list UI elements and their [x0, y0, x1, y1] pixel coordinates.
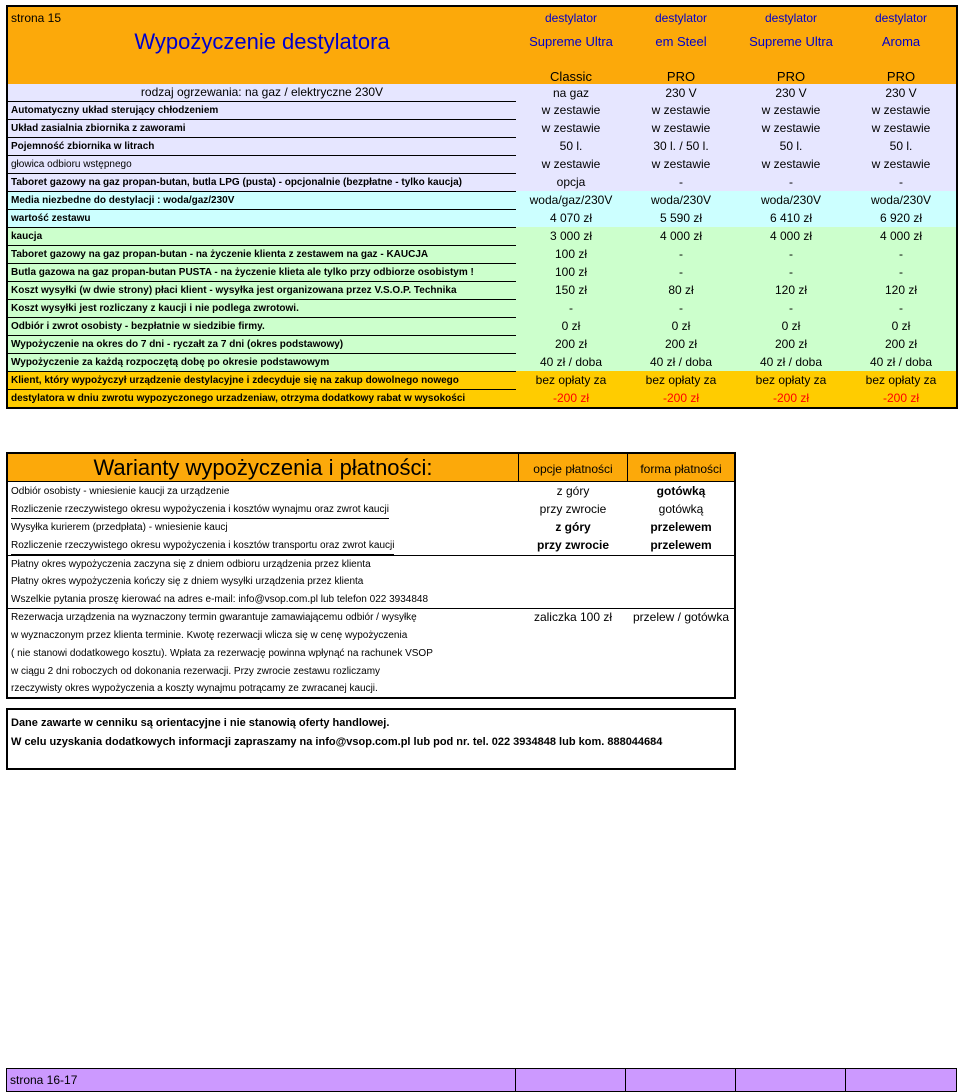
row-heating [7, 84, 957, 101]
row-value: 50 l. [779, 139, 803, 153]
row-label: kaucja [7, 227, 516, 245]
row-label: Koszt wysyłki (w dwie strony) płaci klient - wysyłka jest organizowana przez V.S.O.P. Technika [7, 281, 516, 299]
row-value: na gaz [552, 85, 590, 100]
row-value: woda/230V [650, 193, 712, 207]
footer-cell [516, 1069, 626, 1092]
row-label: destylatora w dniu zwrotu wypozyczonego urzadzeniaw, otrzyma dodatkowy rabat w wysokości [7, 389, 516, 408]
variant-text: Płatny okres wypożyczenia kończy się z dniem wysyłki urządzenia przez klienta [11, 576, 364, 587]
variant-option: przy zwrocie [539, 502, 607, 516]
row-value: w zestawie [871, 157, 931, 171]
row-value: 50 l. [559, 139, 583, 153]
row-label: Klient, który wypożyczył urządzenie destylacyjne i zdecyduje się na zakup dowolnego nowego [7, 371, 516, 389]
col-1-line3: Classic [550, 69, 592, 84]
row-value: w zestawie [651, 157, 711, 171]
row-value: 200 zł [664, 337, 698, 351]
row-value: 0 zł [561, 319, 581, 333]
row-feed [7, 119, 957, 137]
row-value: w zestawie [541, 103, 601, 117]
col-3-line3: PRO [776, 69, 806, 84]
row-value: bez opłaty za [755, 373, 827, 387]
discount-value: -200 zł [552, 391, 590, 405]
row-value: 200 zł [884, 337, 918, 351]
variant-form: przelew / gotówka [632, 610, 730, 624]
row-value: w zestawie [541, 157, 601, 171]
discount-value: -200 zł [882, 391, 920, 405]
row-value: 6 920 zł [879, 211, 923, 225]
variant-form: gotówką [656, 484, 706, 498]
variant-form: gotówką [658, 502, 704, 516]
variant-row [8, 645, 734, 662]
row-value: 0 zł [671, 319, 691, 333]
col-4-line1: destylator [874, 10, 928, 25]
row-value: 6 410 zł [769, 211, 813, 225]
row-value: 4 000 zł [879, 229, 923, 243]
row-value: 0 zł [891, 319, 911, 333]
variant-text: ( nie stanowi dodatkowego kosztu). Wpłata za rezerwację powinna wpłynąć na rachunek VSOP [11, 648, 433, 659]
variant-row [8, 680, 734, 697]
row-value: - [789, 265, 793, 279]
row-value: - [899, 301, 903, 315]
row-value: bez opłaty za [535, 373, 607, 387]
row-value: - [569, 301, 573, 315]
row-deposit [7, 227, 957, 245]
col-2-line2: em Steel [655, 34, 707, 49]
row-value: 100 zł [554, 247, 588, 261]
row-value: 40 zł / doba [649, 355, 713, 369]
variant-row [8, 519, 734, 536]
row-value: 230 V [775, 85, 807, 100]
row-value: - [789, 301, 793, 315]
row-capacity [7, 137, 957, 155]
variant-option: zaliczka 100 zł [533, 610, 613, 624]
variant-text: Wszelkie pytania proszę kierować na adres e-mail: info@vsop.com.pl lub telefon 022 3934848 [11, 594, 429, 605]
row-value: woda/gaz/230V [529, 193, 613, 207]
row-value: w zestawie [761, 121, 821, 135]
row-label: Taboret gazowy na gaz propan-butan, butla LPG (pusta) - opcjonalnie (bezpłatne - tylko kaucja) [7, 173, 516, 191]
row-value: 0 zł [781, 319, 801, 333]
footer-page-label: strona 16-17 [7, 1069, 516, 1092]
row-value: 5 590 zł [659, 211, 703, 225]
header-row-3 [7, 55, 957, 84]
row-media [7, 191, 957, 209]
footer-cell [626, 1069, 736, 1092]
row-value: bez opłaty za [865, 373, 937, 387]
row-per-day [7, 353, 957, 371]
discount-value: -200 zł [662, 391, 700, 405]
row-label: Wypożyczenie za każdą rozpoczętą dobę po okresie podstawowym [7, 353, 516, 371]
payment-options-header: opcje płatności [519, 454, 628, 482]
row-value: - [899, 265, 903, 279]
variant-row [8, 591, 734, 609]
row-value: 150 zł [554, 283, 588, 297]
variant-text: Rozliczenie rzeczywistego okresu wypożyczenia i kosztów transportu oraz zwrot kaucji [11, 537, 394, 555]
page-label: strona 15 [11, 10, 62, 25]
variant-text: Płatny okres wypożyczenia zaczyna się z dniem odbioru urządzenia przez klienta [11, 559, 371, 570]
row-value: w zestawie [761, 103, 821, 117]
variant-text: Rozliczenie rzeczywistego okresu wypożyczenia i kosztów wynajmu oraz zwrot kaucji [11, 501, 389, 519]
row-value: w zestawie [541, 121, 601, 135]
variant-row [8, 501, 734, 518]
variant-option: przy zwrocie [536, 538, 610, 552]
row-value: 100 zł [554, 265, 588, 279]
row-value: 80 zł [668, 283, 694, 297]
row-label: wartość zestawu [7, 209, 516, 227]
variant-row [8, 573, 734, 590]
row-value: 230 V [885, 85, 917, 100]
row-value: w zestawie [651, 121, 711, 135]
variant-text: Rezerwacja urządzenia na wyznaczony termin gwarantuje zamawiającemu odbiór / wysyłkę [11, 612, 417, 623]
row-label: Taboret gazowy na gaz propan-butan - na życzenie klienta z zestawem na gaz - KAUCJA [7, 245, 516, 263]
row-label: Pojemność zbiornika w litrach [7, 137, 516, 155]
row-value: w zestawie [871, 103, 931, 117]
variant-row [8, 663, 734, 680]
row-value: 4 000 zł [659, 229, 703, 243]
row-value: w zestawie [761, 157, 821, 171]
row-value: 40 zł / doba [869, 355, 933, 369]
row-value: - [679, 247, 683, 261]
note-disclaimer: Dane zawarte w cenniku są orientacyjne i nie stanowią oferty handlowej. [11, 717, 390, 729]
page-title: Wypożyczenie destylatora [134, 28, 390, 54]
col-1-line1: destylator [544, 10, 598, 25]
variant-text: Odbiór osobisty - wniesienie kaucji za urządzenie [11, 486, 230, 497]
notes-section [6, 708, 736, 770]
variant-form: przelewem [650, 520, 712, 534]
row-value: 30 l. / 50 l. [653, 139, 709, 153]
col-2-line1: destylator [654, 10, 708, 25]
footer-cell [736, 1069, 846, 1092]
row-discount [7, 389, 957, 408]
row-label: Układ zasialnia zbiornika z zaworami [7, 119, 516, 137]
row-value: 120 zł [774, 283, 808, 297]
row-label: głowica odbioru wstępnego [7, 155, 516, 173]
row-value: - [899, 247, 903, 261]
variant-text: w wyznaczonym przez klienta terminie. Kwotę rezerwacji wlicza się w cenę wypożyczenia [11, 630, 408, 641]
row-label: Odbiór i zwrot osobisty - bezpłatnie w siedzibie firmy. [7, 317, 516, 335]
variants-title: Warianty wypożyczenia i płatności: [8, 454, 519, 482]
row-label: Automatyczny układ sterujący chłodzeniem [7, 101, 516, 119]
row-value: woda/230V [760, 193, 822, 207]
row-pickup [7, 317, 957, 335]
row-label: rodzaj ogrzewania: na gaz / elektryczne 230V [7, 84, 516, 101]
variant-row [8, 555, 734, 573]
footer-cell [846, 1069, 957, 1092]
col-3-line2: Supreme Ultra [749, 34, 833, 49]
variant-option: z góry [556, 484, 590, 498]
row-value: 4 070 zł [549, 211, 593, 225]
row-value: - [789, 175, 793, 189]
header-row-2 [7, 28, 957, 55]
row-value: 40 zł / doba [759, 355, 823, 369]
header-row-1 [7, 6, 957, 28]
row-bottle-deposit [7, 263, 957, 281]
variant-row [8, 537, 734, 554]
row-auto-cooling [7, 101, 957, 119]
row-stool-deposit [7, 245, 957, 263]
row-value: 50 l. [889, 139, 913, 153]
col-4-line2: Aroma [881, 34, 921, 49]
col-3-line1: destylator [764, 10, 818, 25]
row-value: - [789, 247, 793, 261]
row-shipping [7, 281, 957, 299]
variant-text: Wysyłka kurierem (przedpłata) - wniesienie kaucj [11, 522, 228, 533]
row-stool-option [7, 173, 957, 191]
variant-row [8, 609, 734, 626]
row-value: - [679, 175, 683, 189]
row-shipping-note [7, 299, 957, 317]
row-label: Koszt wysyłki jest rozliczany z kaucji i nie podlega zwrotowi. [7, 299, 516, 317]
footer-bar [6, 1068, 957, 1092]
row-value: w zestawie [651, 103, 711, 117]
row-value: woda/230V [870, 193, 932, 207]
rental-variants-section [6, 452, 736, 699]
row-value: opcja [556, 175, 586, 189]
variant-row [8, 627, 734, 644]
variant-row [8, 483, 734, 500]
col-2-line3: PRO [666, 69, 696, 84]
col-4-line3: PRO [886, 69, 916, 84]
col-1-line2: Supreme Ultra [529, 34, 613, 49]
row-value: 3 000 zł [549, 229, 593, 243]
row-7-days [7, 335, 957, 353]
row-label: Media niezbedne do destylacji : woda/gaz/230V [7, 191, 516, 209]
row-value: 4 000 zł [769, 229, 813, 243]
row-value: 200 zł [554, 337, 588, 351]
variant-form: przelewem [650, 538, 712, 552]
row-value: - [679, 301, 683, 315]
price-table [6, 5, 958, 409]
payment-form-header: forma płatności [628, 454, 734, 482]
discount-value: -200 zł [772, 391, 810, 405]
row-value-total [7, 209, 957, 227]
row-purchase-offer [7, 371, 957, 389]
row-label: Wypożyczenie na okres do 7 dni - ryczałt za 7 dni (okres podstawowy) [7, 335, 516, 353]
variant-text: rzeczywisty okres wypożyczenia a koszty wynajmu potrącamy ze zwracanej kaucji. [11, 683, 378, 694]
row-value: 200 zł [774, 337, 808, 351]
note-contact: W celu uzyskania dodatkowych informacji zapraszamy na info@vsop.com.pl lub pod nr. tel. 022 3934848 lub kom. 888044684 [11, 736, 663, 748]
row-value: w zestawie [871, 121, 931, 135]
row-value: bez opłaty za [645, 373, 717, 387]
variant-text: w ciągu 2 dni roboczych od dokonania rezerwacji. Przy zwrocie zestawu rozliczamy [11, 666, 381, 677]
row-head [7, 155, 957, 173]
row-value: 40 zł / doba [539, 355, 603, 369]
row-value: - [899, 175, 903, 189]
variant-option: z góry [555, 520, 591, 534]
row-value: - [679, 265, 683, 279]
row-value: 230 V [665, 85, 697, 100]
row-label: Butla gazowa na gaz propan-butan PUSTA - na życzenie klieta ale tylko przy odbiorze osobistym ! [7, 263, 516, 281]
row-value: 120 zł [884, 283, 918, 297]
